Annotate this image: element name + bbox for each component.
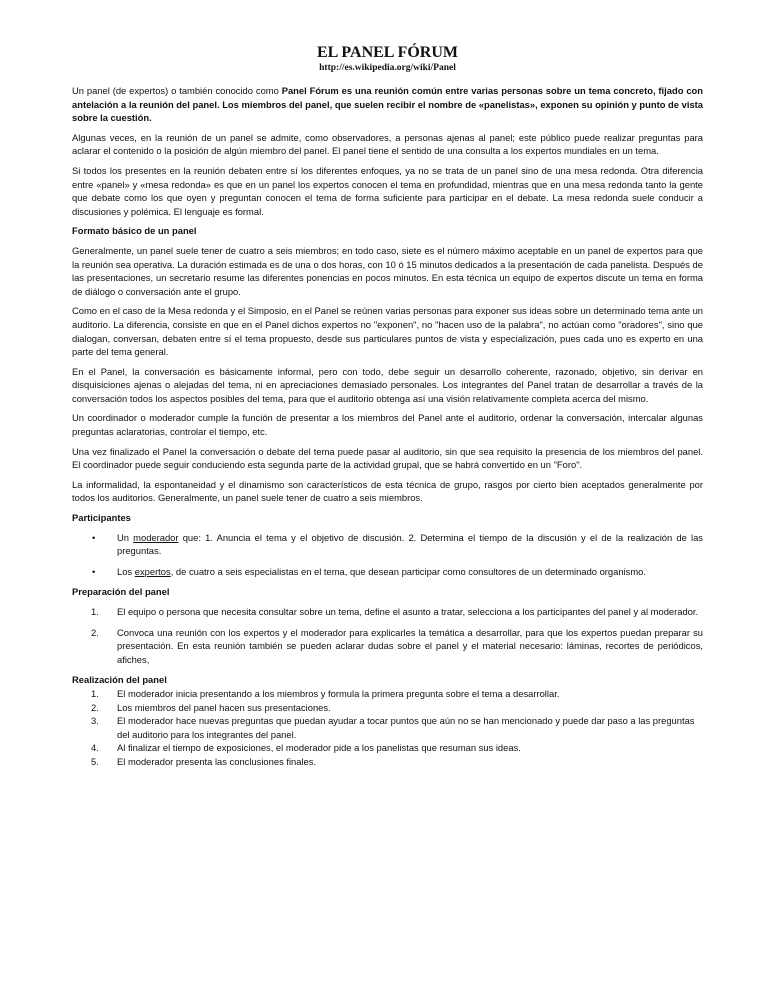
list-item — [72, 626, 703, 667]
list-item — [72, 741, 703, 755]
list-item — [72, 701, 703, 715]
list-number: 1. — [91, 606, 99, 617]
list-number: 3. — [91, 715, 99, 727]
moderador-link[interactable]: moderador — [133, 531, 179, 543]
heading-participantes: Participantes — [72, 512, 131, 524]
list-item — [72, 531, 703, 558]
list-number: 5. — [91, 755, 99, 767]
list-item-text: El equipo o persona que necesita consultar sobre un tema, define el asunto a tratar, selecciona a los participantes del panel y al moderador. — [117, 606, 699, 617]
formato-paragraph: En el Panel, la conversación es básicamente informal, pero con todo, debe seguir un desarrollo coherente, razonado, objetivo, sin derivar en disquisiciones ajenas o alejadas del tema, ni en apreciaciones demasiado personales. Los integrantes del Panel tratan de desarrollar a través de la conversación todos los aspectos posibles del tema, para que el auditorio obtenga así una visión relativamente completa acerca del mismo. — [72, 365, 703, 404]
formato-paragraph: Una vez finalizado el Panel la conversación o debate del tema puede pasar al auditorio, sin que sea requisito la presencia de los miembros del panel. El coordinador puede seguir conduciendo esta segunda parte de la actividad grupal, que se habrá convertido en un "Foro". — [72, 445, 703, 471]
paragraph-mesa-redonda: Si todos los presentes en la reunión debaten entre sí los diferentes enfoques, ya no se trata de un panel sino de una mesa redonda. Otra diferencia entre «panel» y «mesa redonda» es que en un panel los expertos conocen el tema en profundidad, mientras que en una mesa redonda tanto la gente que debate como los que oyen y preguntan conocen el tema de forma suficiente para participar en el debate. La mesa redonda suele conducir a discusiones y polémica. El lenguaje es formal. — [72, 164, 703, 217]
paragraph-observers: Algunas veces, en la reunión de un panel se admite, como observadores, a personas ajenas al panel; este público puede realizar preguntas para aclarar el contenido o la posición de algún miembro del panel. El panel tiene el sentido de una consulta a los expertos mundiales en un tema. — [72, 131, 703, 157]
heading-realizacion: Realización del panel — [72, 674, 167, 686]
list-item-text: Convoca una reunión con los expertos y el moderador para explicarles la temática a desarrollar, para que los expertos puedan preparar su presentación. En esta reunión también se pueden aclarar dudas sobre el panel y el material necesario: láminas, recortes de periódicos, afiches, — [117, 626, 703, 665]
intro-lead: Un panel (de expertos) o también conocido como — [72, 85, 282, 96]
document-page — [72, 44, 703, 769]
list-item-text: El moderador presenta las conclusiones finales. — [117, 755, 317, 767]
list-number: 2. — [91, 701, 99, 713]
list-item — [72, 755, 703, 769]
intro-paragraph — [72, 84, 703, 125]
formato-paragraph: Un coordinador o moderador cumple la función de presentar a los miembros del Panel ante el auditorio, ordenar la conversación, intercalar algunas preguntas aclaratorias, controlar el tiempo, etc. — [72, 412, 703, 438]
list-item — [72, 714, 703, 741]
document-title: EL PANEL FÓRUM — [316, 44, 459, 61]
list-item-text: Los miembros del panel hacen sus presentaciones. — [117, 701, 331, 713]
list-item-text: , de cuatro a seis especialistas en el tema, que desean participar como consultores de un determinado organismo. — [170, 565, 646, 577]
formato-paragraph: Generalmente, un panel suele tener de cuatro a seis miembros; en todo caso, siete es el número máximo aceptable en un panel de expertos para que la reunión sea operativa. La duración estimada es de una o dos horas, con 10 ó 15 minutos dedicados a la presentación de cada panelista. Después de las presentaciones, un secretario resume las diferentes ponencias en pocos minutos. En esta técnica un equipo de expertos discute un tema en forma de diálogo o conversación ante el grupo. — [72, 244, 703, 297]
participantes-list — [72, 531, 703, 579]
list-item-text: Al finalizar el tiempo de exposiciones, el moderador pide a los panelistas que resuman sus ideas. — [117, 742, 521, 754]
formato-paragraph: Como en el caso de la Mesa redonda y el Simposio, en el Panel se reúnen varias personas para exponer sus ideas sobre un determinado tema ante un auditorio. La diferencia, consiste en que en el Panel dichos expertos no "exponen", no "hacen uso de la palabra", no actúan como "oradores", sino que dialogan, conversan, debaten entre sí el tema propuesto, desde sus particulares puntos de vista y especialización, pues cada uno es experto en una parte del tema general. — [72, 305, 703, 358]
realizacion-list — [72, 687, 703, 769]
source-url: http://es.wikipedia.org/wiki/Panel — [319, 63, 456, 73]
list-number: 2. — [91, 626, 99, 638]
list-item — [72, 605, 703, 619]
bullet-icon: • — [92, 531, 96, 543]
list-item-text: que: 1. Anuncia el tema y el objetivo de discusión. 2. Determina el tiempo de la discusión y el de la realización de las preguntas. — [117, 531, 703, 557]
bullet-icon: • — [92, 565, 96, 577]
list-number: 1. — [91, 687, 99, 699]
heading-preparacion: Preparación del panel — [72, 586, 170, 598]
list-item-prefix: Un — [117, 531, 134, 543]
formato-paragraph: La informalidad, la espontaneidad y el dinamismo son característicos de esta técnica de grupo, rasgos por cierto bien aceptados generalmente por todos los auditorios. Generalmente, un panel suele tener de cuatro a seis miembros. — [72, 478, 703, 504]
list-number: 4. — [91, 742, 99, 754]
expertos-link[interactable]: expertos — [134, 565, 171, 577]
list-item — [72, 565, 703, 579]
heading-formato: Formato básico de un panel — [72, 225, 197, 237]
list-item-text: El moderador hace nuevas preguntas que puedan ayudar a tocar puntos que aún no se han mencionado y puede dar paso a las preguntas del auditorio para los integrantes del panel. — [117, 715, 695, 740]
list-item — [72, 687, 703, 701]
list-item-prefix: Los — [117, 565, 135, 577]
intro-bold-text: Panel Fórum es una reunión común entre varias personas sobre un tema concreto, fijado con antelación a la reunión del panel. Los miembros del panel, que suelen recibir el nombre de «panelistas», exponen su opinión y punto de vista sobre la cuestión. — [72, 85, 703, 124]
preparacion-list — [72, 605, 703, 666]
list-item-text: El moderador inicia presentando a los miembros y formula la primera pregunta sobre el tema a desarrollar. — [117, 687, 560, 699]
